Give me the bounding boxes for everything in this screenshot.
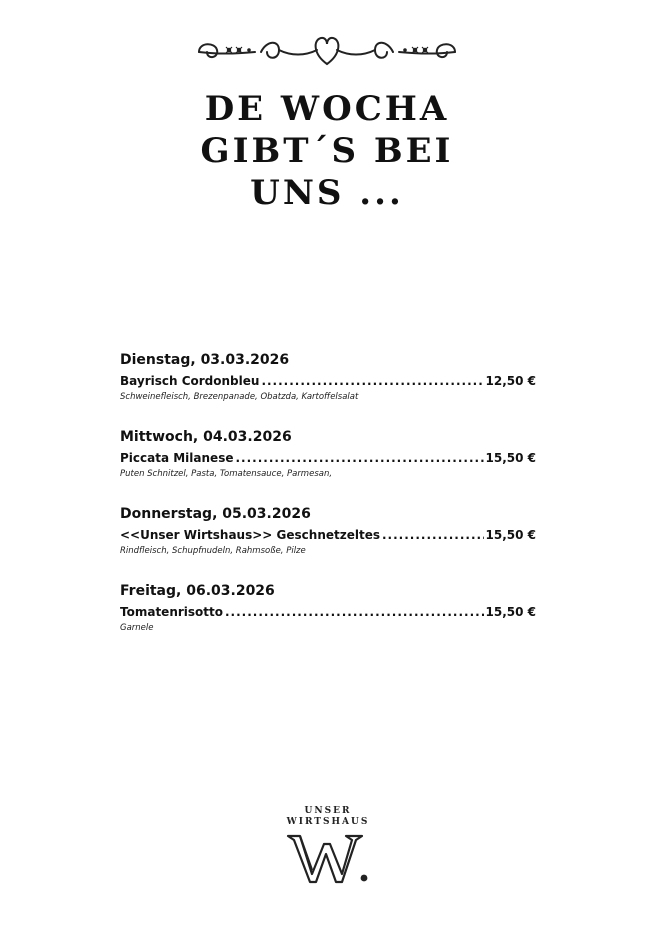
dish-description: Garnele [120,623,154,633]
dish-description: Rindfleisch, Schupfnudeln, Rahmsoße, Pilze [120,546,306,556]
title-line-2: GIBT´S BEI [200,131,454,171]
menu-day-friday [120,581,536,634]
heart-ornament-icon [195,32,459,72]
dot-leader [382,527,484,543]
day-heading: Dienstag, 03.03.2026 [120,352,290,368]
logo-line-2: WIRTSHAUS [286,817,370,827]
dish-row [120,373,536,389]
weekly-menu [120,350,536,658]
dish-row [120,527,536,543]
dish-name: Bayrisch Cordonbleu [120,374,260,388]
page-title [0,88,654,214]
dish-name: <<Unser Wirtshaus>> Geschnetzeltes [120,528,380,542]
wirtshaus-logo [270,806,386,896]
dot-leader [225,604,484,620]
day-heading: Freitag, 06.03.2026 [120,583,275,599]
title-line-3: UNS ... [250,173,404,213]
menu-day-tuesday [120,350,536,403]
menu-day-thursday [120,504,536,557]
w-logo-icon [286,830,370,886]
dish-price: 15,50 € [485,451,536,465]
dish-name: Piccata Milanese [120,451,234,465]
day-heading: Mittwoch, 04.03.2026 [120,429,292,445]
dish-description: Puten Schnitzel, Pasta, Tomatensauce, Parmesan, [120,469,333,479]
title-line-1: DE WOCHA [204,89,450,129]
dish-row [120,450,536,466]
dot-leader [235,450,483,466]
dish-price: 15,50 € [485,528,536,542]
dish-price: 15,50 € [485,605,536,619]
dish-description: Schweinefleisch, Brezenpanade, Obatzda, Kartoffelsalat [120,392,359,402]
dish-row [120,604,536,620]
logo-line-1: UNSER [304,806,352,816]
dish-name: Tomatenrisotto [120,605,223,619]
dish-price: 12,50 € [485,374,536,388]
day-heading: Donnerstag, 05.03.2026 [120,506,311,522]
dot-leader [261,373,483,389]
menu-day-wednesday [120,427,536,480]
